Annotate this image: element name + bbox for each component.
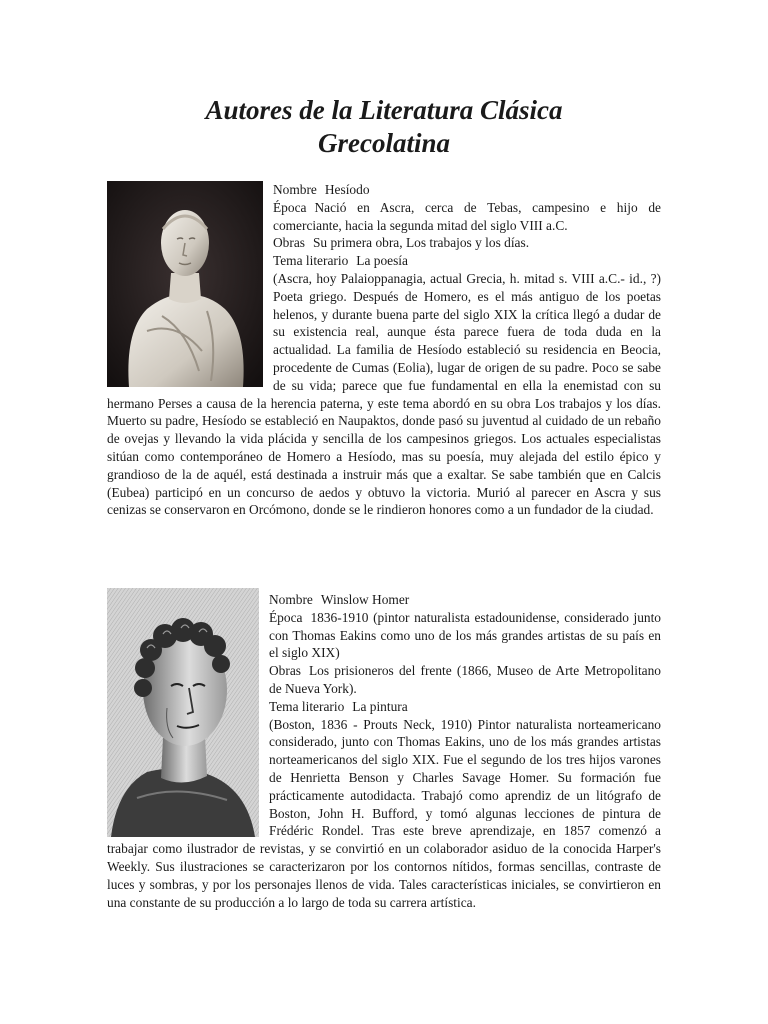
author-entry-hesiodo [107,181,661,519]
works-value: Su primera obra, Los trabajos y los días. [312,235,530,251]
theme-label: Tema literario [269,698,345,714]
works-label: Obras [269,663,301,679]
works-label: Obras [273,235,305,251]
page-title [100,94,668,160]
title-line-1: Autores de la Literatura Clásica [205,95,563,125]
bust-portrait-image [107,181,263,387]
engraved-portrait-image [107,588,259,837]
theme-value: La pintura [352,698,408,714]
theme-value: La poesía [356,253,408,269]
title-line-2: Grecolatina [318,128,450,158]
epoch-value: Nació en Ascra, cerca de Tebas, campesino e hijo de comerciante, hacia la segunda mitad del siglo VIII a.C. [273,199,661,233]
theme-label: Tema literario [273,253,349,269]
author-name: Winslow Homer [320,592,410,607]
name-label: Nombre [269,592,313,607]
author-name: Hesíodo [324,182,370,197]
name-label: Nombre [273,182,317,197]
author-biography: (Ascra, hoy Palaioppanagia, actual Grecia, h. mitad s. VIII a.C.- id., ?) Poeta griego. Después de Homero, es el más antiguo de los poetas helenos, y durante buena parte del siglo XIX la crítica llegó a dudar de su existencia real, aunque ésta parece fuera de toda duda en la actualidad. La familia de Hesíodo estableció su residencia en Beocia, procedente de Cumas (Eolia), lugar de origen de su padre. Poco se sabe de su vida; parece que fue fundamental en ella la enemistad con su hermano Perses a causa de la herencia paterna, y este tema abordó en su obra Los trabajos y los días. Muerto su padre, Hesíodo se estableció en Naupaktos, donde pasó su juventud al cuidado de un rebaño de ovejas y llevando la vida plácida y sencilla de los campesinos griegos. Los actuales especialistas sitúan como contemporáneo de Homero a Hesíodo, mas su poesía, muy alejada del estilo épico y grandioso de la de aquél, está destinada a instruir más que a exaltar. Se sabe también que en Calcis (Eubea) participó en un concurso de aedos y obtuvo la victoria. Murió al parecer en Ascra y sus cenizas se conservaron en Orcómono, donde se le rindieron honores como a un fundador de la ciudad. [107,270,661,518]
author-entry-homer [107,591,661,911]
epoch-label: Época [269,609,303,625]
author-biography: (Boston, 1836 - Prouts Neck, 1910) Pintor naturalista norteamericano considerado, junto con Thomas Eakins, uno de los más grandes artistas norteamericanos del siglo XIX. Fue el segundo de los tres hijos varones de Henrietta Benson y Charles Savage Homer. Su formación fue prácticamente autodidacta. Trabajó como aprendiz de un litógrafo de Boston, John H. Bufford, y tomó algunas lecciones de pintura de Frédéric Rondel. Tras este breve aprendizaje, en 1857 comenzó a trabajar como ilustrador de revistas, y se convirtió en un colaborador asiduo de la conocida Harper's Weekly. Sus ilustraciones se caracterizaron por los contornos nítidos, formas sencillas, contraste de luces y sombras, y por los personajes llenos de vida. Tales características iniciales, se convirtieron en una constante de su producción a lo largo de toda su carrera artística. [107,716,661,910]
epoch-label: Época [273,199,307,215]
epoch-value: 1836-1910 (pintor naturalista estadounidense, considerado junto con Thomas Eakins como uno de los más grandes artistas de su país en el siglo XIX) [269,609,661,661]
works-value: Los prisioneros del frente (1866, Museo de Arte Metropolitano de Nueva York). [269,663,661,696]
